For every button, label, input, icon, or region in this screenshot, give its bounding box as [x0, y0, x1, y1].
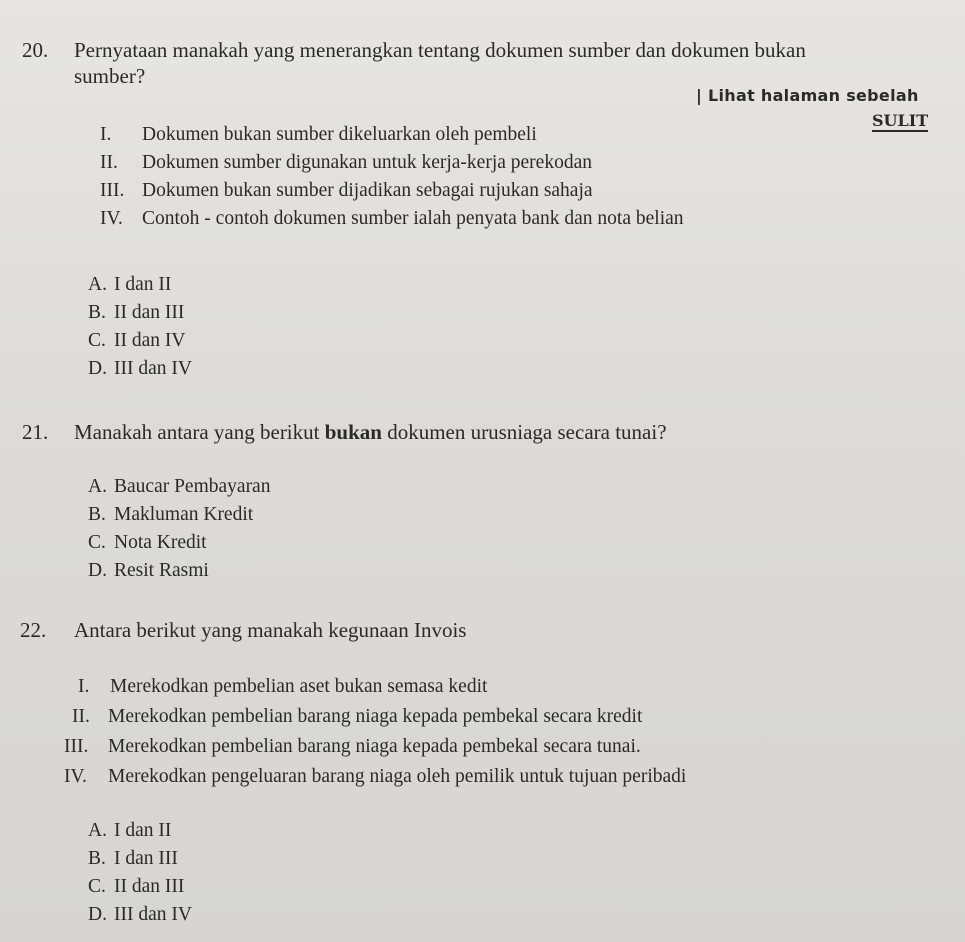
option-text: III dan IV — [114, 904, 192, 925]
question-21-number: 21. — [22, 420, 49, 444]
question-21-text-before: Manakah antara yang berikut — [74, 420, 325, 444]
q22-statement-1 — [78, 676, 487, 698]
q20-option-d[interactable] — [88, 358, 192, 380]
q22-statement-3 — [64, 736, 641, 758]
option-letter: C. — [88, 532, 106, 553]
q21-option-b[interactable] — [88, 504, 253, 526]
statement-text: Dokumen bukan sumber dijadikan sebagai rujukan sahaja — [142, 180, 593, 201]
option-text: II dan III — [114, 302, 185, 323]
option-text: II dan III — [114, 876, 185, 897]
option-letter: C. — [88, 876, 106, 897]
q22-statement-4 — [64, 766, 686, 788]
q20-statement-4 — [100, 208, 684, 230]
q20-option-b[interactable] — [88, 302, 184, 324]
q21-option-a[interactable] — [88, 476, 270, 498]
option-text: III dan IV — [114, 358, 192, 379]
side-note-next-page: | Lihat halaman sebelah — [696, 86, 919, 105]
question-21-text — [74, 420, 667, 445]
option-text: Makluman Kredit — [114, 504, 254, 525]
q20-statement-2 — [100, 152, 592, 174]
question-21-text-after: dokumen urusniaga secara tunai? — [381, 420, 667, 444]
statement-text: Merekodkan pembelian aset bukan semasa kedit — [110, 676, 488, 697]
question-22-number: 22. — [20, 618, 47, 642]
question-22-text: Antara berikut yang manakah kegunaan Invois — [74, 618, 467, 642]
q20-option-c[interactable] — [88, 330, 185, 352]
roman-numeral: II. — [72, 706, 90, 727]
roman-numeral: III. — [64, 736, 89, 757]
statement-text: Contoh - contoh dokumen sumber ialah penyata bank dan nota belian — [142, 208, 684, 229]
q21-option-c[interactable] — [88, 532, 207, 554]
q22-option-d[interactable] — [88, 904, 192, 926]
question-21-text-emphasis: bukan — [324, 420, 382, 444]
option-letter: B. — [88, 302, 106, 323]
option-text: Baucar Pembayaran — [114, 476, 271, 497]
statement-text: Merekodkan pembelian barang niaga kepada pembekal secara tunai. — [108, 736, 641, 757]
question-20-text-line1: Pernyataan manakah yang menerangkan tentang dokumen sumber dan dokumen bukan — [74, 38, 806, 62]
option-text: Nota Kredit — [114, 532, 207, 553]
option-letter: D. — [88, 904, 107, 925]
q22-option-c[interactable] — [88, 876, 184, 898]
q20-statement-3 — [100, 180, 593, 202]
statement-text: Dokumen sumber digunakan untuk kerja-kerja perekodan — [142, 152, 592, 173]
option-letter: D. — [88, 358, 107, 379]
option-letter: A. — [88, 274, 107, 295]
option-letter: B. — [88, 848, 106, 869]
roman-numeral: I. — [78, 676, 90, 697]
option-text: II dan IV — [114, 330, 186, 351]
option-text: I dan III — [114, 848, 178, 869]
roman-numeral: IV. — [100, 208, 123, 229]
statement-text: Merekodkan pengeluaran barang niaga oleh pemilik untuk tujuan peribadi — [108, 766, 687, 787]
question-20-number: 20. — [22, 38, 49, 62]
option-letter: B. — [88, 504, 106, 525]
statement-text: Merekodkan pembelian barang niaga kepada pembekal secara kredit — [108, 706, 643, 727]
q20-option-a[interactable] — [88, 274, 171, 296]
option-text: Resit Rasmi — [114, 560, 209, 581]
option-letter: A. — [88, 820, 107, 841]
question-20-text-line2: sumber? — [74, 64, 146, 88]
option-letter: D. — [88, 560, 107, 581]
option-text: I dan II — [114, 274, 172, 295]
option-letter: A. — [88, 476, 107, 497]
option-text: I dan II — [114, 820, 172, 841]
q22-option-b[interactable] — [88, 848, 178, 870]
q22-option-a[interactable] — [88, 820, 171, 842]
option-letter: C. — [88, 330, 106, 351]
roman-numeral: IV. — [64, 766, 87, 787]
q22-statement-2 — [72, 706, 642, 728]
roman-numeral: II. — [100, 152, 118, 173]
sulit-label: SULIT — [872, 111, 929, 130]
roman-numeral: III. — [100, 180, 125, 201]
q21-option-d[interactable] — [88, 560, 209, 582]
roman-numeral: I. — [100, 124, 112, 145]
statement-text: Dokumen bukan sumber dikeluarkan oleh pembeli — [142, 124, 537, 145]
q20-statement-1 — [100, 124, 537, 146]
